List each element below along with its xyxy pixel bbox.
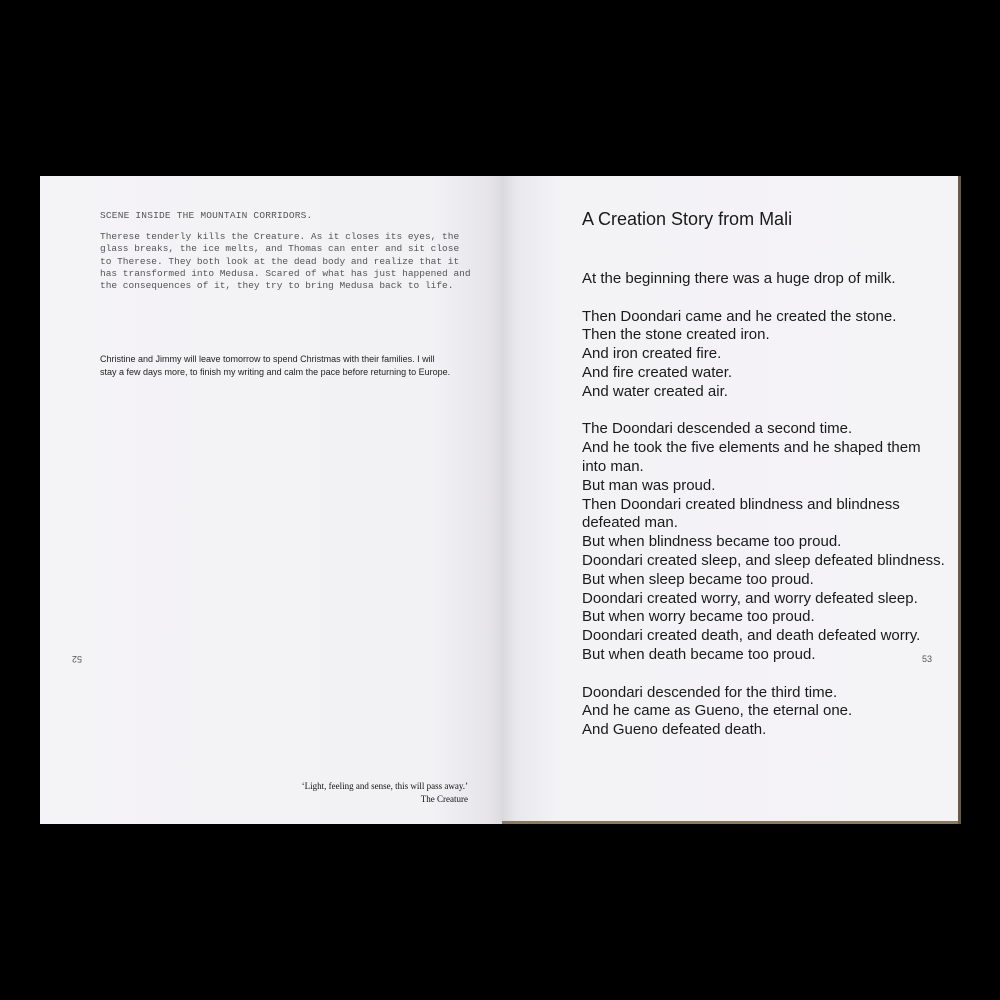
- poem-stanza: [582, 684, 945, 740]
- poem-line: The Doondari descended a second time.: [582, 420, 853, 438]
- poem-line: And fire created water.: [582, 363, 733, 381]
- poem-line: defeated man.: [582, 514, 678, 532]
- poem-stanza: [582, 420, 945, 664]
- scene-line: Therese tenderly kills the Creature. As it closes its eyes, the: [100, 231, 460, 242]
- poem-line: And iron created fire.: [582, 345, 722, 363]
- diary-line: stay a few days more, to finish my writing and calm the pace before returning to Europe.: [100, 367, 451, 377]
- scene-line: the consequences of it, they try to bring Medusa back to life.: [100, 280, 454, 292]
- diary-paragraph: [100, 353, 480, 379]
- page-edge-bottom: [502, 821, 961, 824]
- page-title: A Creation Story from Mali: [582, 209, 793, 229]
- left-page: [40, 176, 502, 824]
- poem-line: But man was proud.: [582, 476, 716, 494]
- poem-line: Doondari descended for the third time.: [582, 683, 838, 701]
- poem-line: But when sleep became too proud.: [582, 570, 814, 588]
- poem-stanza: [582, 270, 945, 289]
- quote-attribution: The Creature: [420, 794, 468, 804]
- poem-line: But when blindness became too proud.: [582, 533, 842, 551]
- poem-line: At the beginning there was a huge drop of milk.: [582, 270, 896, 287]
- scene-line: glass breaks, the ice melts, and Thomas can enter and sit close: [100, 243, 460, 255]
- poem: [582, 270, 945, 759]
- poem-line: And he took the five elements and he shaped them: [582, 439, 921, 457]
- page-number-right: 53: [922, 654, 933, 664]
- scene-description: [100, 231, 471, 292]
- book-spread: [40, 176, 961, 824]
- poem-stanza: [582, 308, 945, 402]
- poem-line: Then the stone created iron.: [582, 326, 770, 344]
- poem-line: into man.: [582, 457, 644, 475]
- poem-line: Doondari created worry, and worry defeated sleep.: [582, 589, 918, 607]
- epigraph-quote: [302, 780, 468, 806]
- poem-line: Then Doondari created blindness and blindness: [582, 495, 900, 513]
- scene-heading: SCENE INSIDE THE MOUNTAIN CORRIDORS.: [100, 210, 313, 221]
- quote-text: ‘Light, feeling and sense, this will pass away.’: [301, 781, 468, 791]
- scene-line: has transformed into Medusa. Scared of what has just happened and: [100, 267, 471, 279]
- page-edge-right: [958, 176, 961, 824]
- poem-line: Doondari created death, and death defeated worry.: [582, 627, 921, 645]
- page-number-left: 52: [72, 654, 83, 664]
- right-page: [502, 176, 961, 824]
- poem-line: And Gueno defeated death.: [582, 721, 767, 739]
- poem-line: And water created air.: [582, 382, 728, 400]
- poem-line: But when death became too proud.: [582, 645, 816, 663]
- scene-line: to Therese. They both look at the dead body and realize that it: [100, 255, 460, 267]
- diary-line: Christine and Jimmy will leave tomorrow to spend Christmas with their families. I will: [100, 354, 435, 364]
- poem-line: But when worry became too proud.: [582, 608, 815, 626]
- poem-line: Then Doondari came and he created the stone.: [582, 307, 897, 325]
- poem-line: Doondari created sleep, and sleep defeated blindness.: [582, 551, 945, 569]
- poem-line: And he came as Gueno, the eternal one.: [582, 702, 853, 720]
